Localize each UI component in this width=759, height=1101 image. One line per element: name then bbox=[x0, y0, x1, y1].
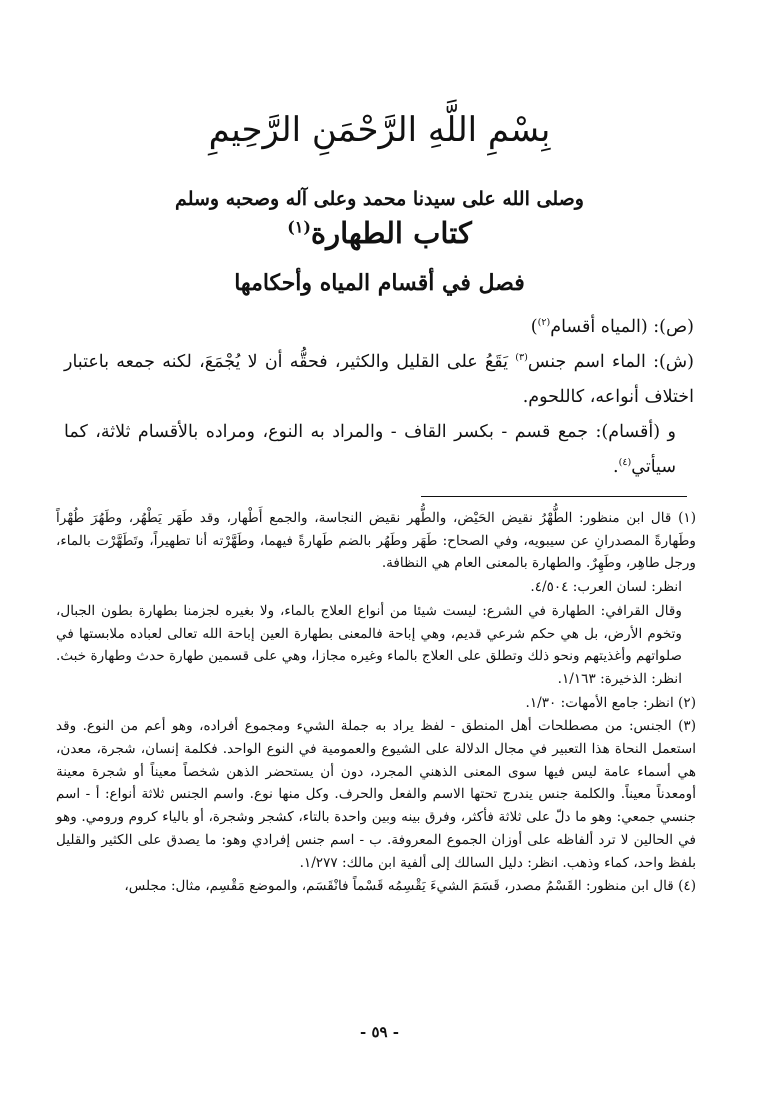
sharh-text-rest: يَقَعُ على القليل والكثير، فحقُّه أن لا يُجْمَعَ، لكنه جمعه باعتبار اختلاف أنواعه، كاللحوم. bbox=[64, 352, 694, 407]
main-text bbox=[64, 310, 694, 485]
footnote-ref-1[interactable]: (١) bbox=[287, 217, 311, 237]
sharh-text-start: (ش): الماء اسم جنس bbox=[527, 352, 694, 372]
footnote-ref-4[interactable]: (٤) bbox=[618, 457, 632, 469]
matn-close: ) bbox=[530, 317, 538, 337]
footnote-2: (٢) انظر: جامع الأمهات: ١/٣٠. bbox=[525, 694, 696, 711]
paragraph-matn bbox=[64, 310, 694, 345]
paragraph-aqsam bbox=[64, 415, 694, 485]
salutation: وصلى الله على سيدنا محمد وعلى آله وصحبه وسلم bbox=[175, 188, 584, 210]
footnote-4: (٤) قال ابن منظور: القَسْمُ مصدر، قَسَمَ الشيءَ يَقْسِمُه قَسْماً فانْقَسَم، والموضع مَقْسِم، مثال: مجلس، bbox=[124, 878, 696, 895]
page-number: - ٥٩ - bbox=[359, 1023, 400, 1041]
footnote-ref-3[interactable]: (٣) bbox=[515, 352, 528, 364]
footnote-1: (١) قال ابن منظور: الطُّهْرُ نقيض الحَيْض، والطُّهر نقيض النجاسة، والجمع أَطْهار، وقد طَهَر يَطْهُر، وطَهُرَ طُهْراً وطَهارةً المصدرانِ عن سيبويه، وفي الصحاح: طَهَر وطَهُر بالضم طَهارةً فيهما، وطَهَّرْته أنا تطهيراً، وتَطَهَّرْت بالماء، ورجل طاهِر، وطَهِرٌ. والطهارة بالمعنى العام هي النظافة. bbox=[56, 510, 696, 572]
footnote-1-qarafi: وقال القرافي: الطهارة في الشرع: ليست شيئا من أنواع العلاج بالماء، ولا بغيره لجزمنا بطهارة بطون الجبال، وتخوم الأرض، بل هي حكم شرعي قديم، وهي إباحة فالمعنى بطهارة العين إباحة الله تعالى لعباده ملابستها في صلواتهم وأغذيتهم ونحو ذلك وتطلق على العلاج بالماء وغيره مجازا، وهي على قسمين طهارة حدث وطهارة خبث. انظر: الذخيرة: ١/١٦٣. bbox=[56, 602, 682, 687]
matn-text: (ص): (المياه أقسام bbox=[550, 317, 694, 337]
basmala: بِسْمِ اللَّهِ الرَّحْمَنِ الرَّحِيمِ bbox=[208, 110, 551, 150]
section-title: فصل في أقسام المياه وأحكامها bbox=[234, 270, 525, 296]
paragraph-sharh bbox=[64, 345, 694, 415]
book-title-text: كتاب الطهارة bbox=[310, 216, 472, 250]
footnote-1-source: انظر: لسان العرب: ٤/٥٠٤. bbox=[530, 579, 682, 596]
footnote-ref-2[interactable]: (٢) bbox=[537, 317, 551, 329]
footnotes bbox=[56, 507, 696, 899]
aqsam-text: و (أقسام): جمع قسم - بكسر القاف - والمراد به النوع، ومراده بالأقسام ثلاثة، كما سيأتي bbox=[64, 422, 676, 477]
aqsam-end: . bbox=[613, 457, 619, 477]
book-title bbox=[0, 214, 759, 252]
footnote-separator bbox=[421, 496, 687, 497]
footnote-3: (٣) الجنس: من مصطلحات أهل المنطق - لفظ يراد به جملة الشيء ومجموع أفراده، وهو أعم من النوع. وقد استعمل النحاة هذا التعبير في مجال الدلالة على الشيوع والعمومية في النوع الواحد. فكلمة إنسان، شجرة، معدن، هي أسماء عامة ليس فيها سوى المعنى الذهني المجرد، دون أن يستحضر الذهن شخصاً معيناً أو شجرة معينة أومعدناً معيناً. والكلمة جنس يندرج تحتها الاسم والفعل والحرف. وكل منها نوع. واسم الجنس ثلاثة أنواع: أ - اسم جنسي جمعي: وهو ما دلّ على ثلاثة فأكثر، وفرق بينه وبين واحدة بالتاء، كشجر وشجرة، أو بالياء كروم ورومي. وهو في الحالين لا ترد ألفاظه على أوزان الجموع المعروفة. ب - اسم جنس إفرادي وهو: ما يصدق على الكثير والقليل بلفظ واحد، كماء وذهب. انظر: دليل السالك إلى ألفية ابن مالك: ١/٢٧٧. bbox=[56, 718, 696, 871]
